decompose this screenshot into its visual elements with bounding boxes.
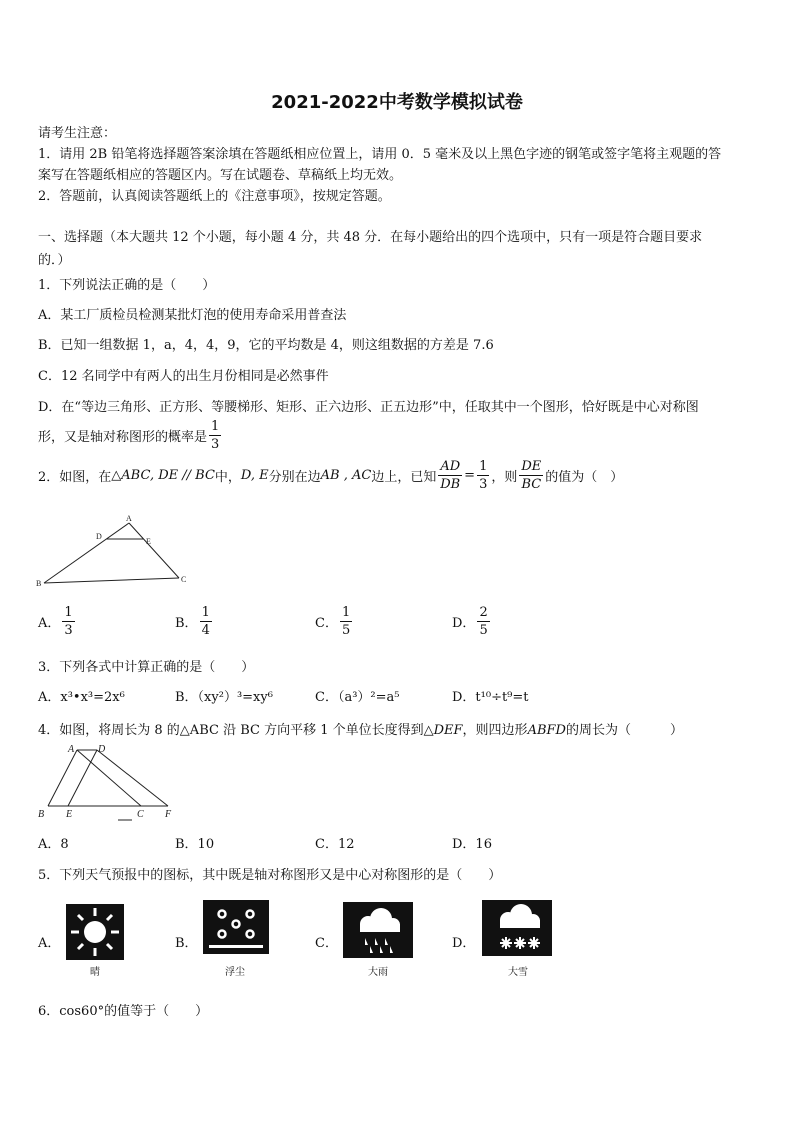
q2-label-a: A: [126, 514, 132, 523]
q4-option-b: B．10: [175, 837, 215, 852]
q2-option-d: D． $\frac{2}{5}$: [452, 605, 488, 638]
q4-translation-figure: [34, 740, 184, 822]
q1-option-c: C．12 名同学中有两人的出生月份相同是必然事件: [38, 369, 329, 384]
q2-label-e: E: [146, 537, 151, 546]
sun-icon: [66, 904, 124, 960]
q3-option-c: C．（a³）²=a⁵: [315, 690, 400, 705]
q3-stem: 3．下列各式中计算正确的是（ ）: [38, 660, 255, 675]
q5-caption-b: 浮尘: [225, 967, 245, 978]
q4-label-a: A: [68, 744, 75, 755]
q5-caption-c: 大雨: [368, 967, 388, 978]
q5-stem: 5．下列天气预报中的图标，其中既是轴对称图形又是中心对称图形的是（ ）: [38, 868, 502, 883]
q4-label-f: F: [165, 809, 172, 820]
q2-stem: 2．如图，在△ABC, DE // BC中，D, E分别在边AB , AC边上，已知 $\frac{AD}{DB}$ = $\frac{1}{3}$ ，则 $\frac{DE}{BC}$ 的值为（ ）: [38, 459, 624, 492]
q4-label-c: C: [137, 809, 144, 820]
notice-line-2: 案写在答题纸相应的答题区内。写在试题卷、草稿纸上均无效。: [38, 168, 403, 183]
q5-option-a-label: A．: [38, 936, 61, 951]
q1-option-d-line-1: D．在“等边三角形、正方形、等腰梯形、矩形、正六边形、正五边形”中，任取其中一个图形，恰好既是中心对称图: [38, 400, 699, 415]
q4-option-c: C．12: [315, 837, 355, 852]
q2-option-c: C． $\frac{1}{5}$: [315, 605, 351, 638]
section-heading-line-2: 的．）: [38, 253, 71, 268]
q4-label-d: D: [98, 744, 106, 755]
q2-label-d: D: [96, 532, 102, 541]
q2-label-c: C: [181, 575, 187, 584]
q5-caption-d: 大雪: [508, 967, 528, 978]
notice-line-3: 2．答题前，认真阅读答题纸上的《注意事项》，按规定答题。: [38, 189, 391, 204]
q4-stem: 4．如图，将周长为 8 的△ABC 沿 BC 方向平移 1 个单位长度得到△DEF，则四边形ABFD的周长为（ ）: [38, 723, 683, 738]
q1-fraction: $\frac{1}{3}$: [211, 419, 220, 452]
q4-option-d: D．16: [452, 837, 492, 852]
q2-fraction-de-bc: $\frac{DE}{BC}$: [521, 459, 542, 492]
q2-fraction-ad-db: $\frac{AD}{DB}$: [440, 459, 461, 492]
q5-option-b-label: B．: [175, 936, 198, 951]
q2-option-a: A． $\frac{1}{3}$: [38, 605, 73, 638]
q2-fraction-1-3: $\frac{1}{3}$: [479, 459, 488, 492]
heavy-rain-icon: [343, 902, 413, 958]
q4-option-a: A．8: [38, 837, 69, 852]
q1-option-d-line-2: [38, 420, 223, 451]
q3-option-d: D．t¹⁰÷t⁹=t: [452, 690, 529, 705]
q5-option-c-label: C．: [315, 936, 338, 951]
q5-caption-a: 晴: [90, 967, 100, 978]
q4-label-b: B: [38, 809, 45, 820]
q2-triangle-figure: [34, 512, 194, 592]
q1-option-b: B．已知一组数据 1，a，4，4，9，它的平均数是 4，则这组数据的方差是 7.6: [38, 338, 494, 353]
q1-option-d-text: 形，又是轴对称图形的概率是: [38, 430, 208, 445]
q3-option-b: B．（xy²）³=xy⁶: [175, 690, 273, 705]
notice-heading: 请考生注意：: [38, 126, 117, 141]
q2-option-b: B． $\frac{1}{4}$: [175, 605, 210, 638]
page-title: 2021-2022中考数学模拟试卷: [271, 92, 523, 113]
q1-option-a: A．某工厂质检员检测某批灯泡的使用寿命采用普查法: [38, 308, 347, 323]
q1-stem: 1．下列说法正确的是（ ）: [38, 278, 216, 293]
q6-stem: 6．cos60°的值等于（ ）: [38, 1004, 209, 1019]
dust-icon: [203, 900, 269, 954]
q4-label-e: E: [66, 809, 73, 820]
q5-option-d-label: D．: [452, 936, 476, 951]
notice-line-1: 1．请用 2B 铅笔将选择题答案涂填在答题纸相应位置上，请用 0．5 毫米及以上黑色字迹的钢笔或签字笔将主观题的答: [38, 147, 722, 162]
heavy-snow-icon: [482, 900, 552, 956]
q3-option-a: A．x³•x³=2x⁶: [38, 690, 125, 705]
q2-label-b: B: [36, 579, 42, 588]
section-heading-line-1: 一、选择题（本大题共 12 个小题，每小题 4 分，共 48 分．在每小题给出的四个选项中，只有一项是符合题目要求: [38, 230, 703, 245]
